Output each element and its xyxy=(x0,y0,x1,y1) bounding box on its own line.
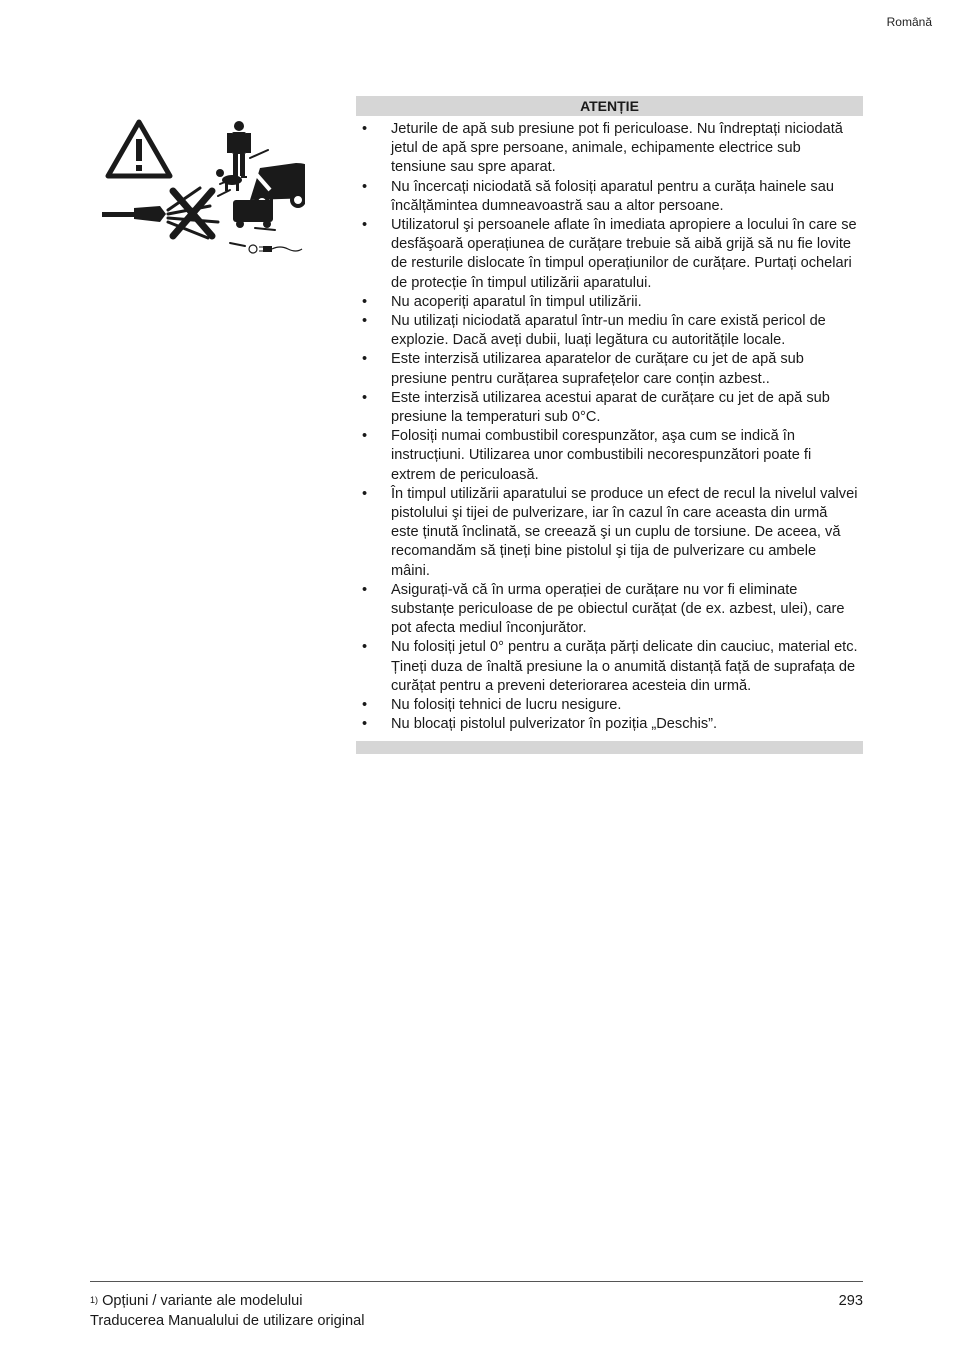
attention-list xyxy=(356,116,863,737)
document-title: Traducerea Manualului de utilizare original xyxy=(90,1313,365,1329)
list-item: • Nu acoperiți aparatul în timpul utilizării. xyxy=(356,293,863,312)
page-number: 293 xyxy=(838,1293,863,1309)
footnote-marker: 1) xyxy=(90,1295,99,1305)
list-item: • Nu blocați pistolul pulverizator în poziția „Deschis”. xyxy=(356,715,863,734)
list-item: • Folosiți numai combustibil corespunzător, aşa cum se indică în instrucțiuni. Utilizarea unor combustibili necorespunzători poate fi extrem de periculoasă. xyxy=(356,427,863,485)
spray-gun-icon xyxy=(102,206,166,222)
language-label: Română xyxy=(886,15,932,29)
warning-illustration xyxy=(100,118,305,263)
attention-box xyxy=(356,96,863,754)
attention-footer-bar xyxy=(356,741,863,754)
list-item: • Jeturile de apă sub presiune pot fi periculoase. Nu îndreptați niciodată jetul de apă spre persoane, animale, echipamente electrice sub tensiune sau spre aparat. xyxy=(356,120,863,178)
footnote-text: Opțiuni / variante ale modelului xyxy=(102,1293,303,1309)
list-item: • În timpul utilizării aparatului se produce un efect de recul la nivelul valvei pistolului şi tijei de pulverizare, iar în cazul în care aceasta din urmă este ținută înclinată, se creează şi un cuplu de torsiune. De aceea, vă recomandăm să țineți bine pistolul şi tija de pulverizare cu ambele mâini. xyxy=(356,485,863,581)
list-item: • Este interzisă utilizarea acestui aparat de curățare cu jet de apă sub presiune la temperaturi sub 0°C. xyxy=(356,389,863,427)
list-item: • Nu folosiți jetul 0° pentru a curăța părți delicate din cauciuc, material etc. Țineți duza de înaltă presiune la o anumită distanță față de suprafața de curățat pentru a preveni deteriorarea acesteia din urmă. xyxy=(356,638,863,696)
list-item: • Nu încercați niciodată să folosiți aparatul pentru a curăța hainele sau încălțămintea dumneavoastră sau a altor persoane. xyxy=(356,178,863,216)
list-item: • Nu folosiți tehnici de lucru nesigure. xyxy=(356,696,863,715)
list-item: • Utilizatorul şi persoanele aflate în imediata apropiere a locului în care se desfăşoară operațiunea de curățare trebuie să aibă grijă să nu fie lovite de resturile dislocate în timpul operațiunilor de curățare. Purtați ochelari de protecție în timpul utilizării aparatului. xyxy=(356,216,863,293)
prohibition-x-icon xyxy=(173,191,212,236)
list-item: • Este interzisă utilizarea aparatelor de curățare cu jet de apă sub presiune pentru curățarea suprafețelor care conțin azbest.. xyxy=(356,350,863,388)
footer-divider xyxy=(90,1281,863,1282)
warning-triangle-icon xyxy=(108,122,170,176)
list-item: • Asigurați-vă că în urma operației de curățare nu vor fi eliminate substanțe periculoase de pe obiectul curățat (de ex. azbest, ulei), care pot afecta mediul înconjurător. xyxy=(356,581,863,639)
plug-icon xyxy=(249,245,302,253)
list-item: • Nu utilizați niciodată aparatul într-un mediu în care există pericol de explozie. Dacă aveți dubii, luați legătura cu autoritățile locale. xyxy=(356,312,863,350)
footnote xyxy=(90,1291,302,1311)
attention-title: ATENȚIE xyxy=(356,96,863,116)
person-icon xyxy=(227,121,251,176)
